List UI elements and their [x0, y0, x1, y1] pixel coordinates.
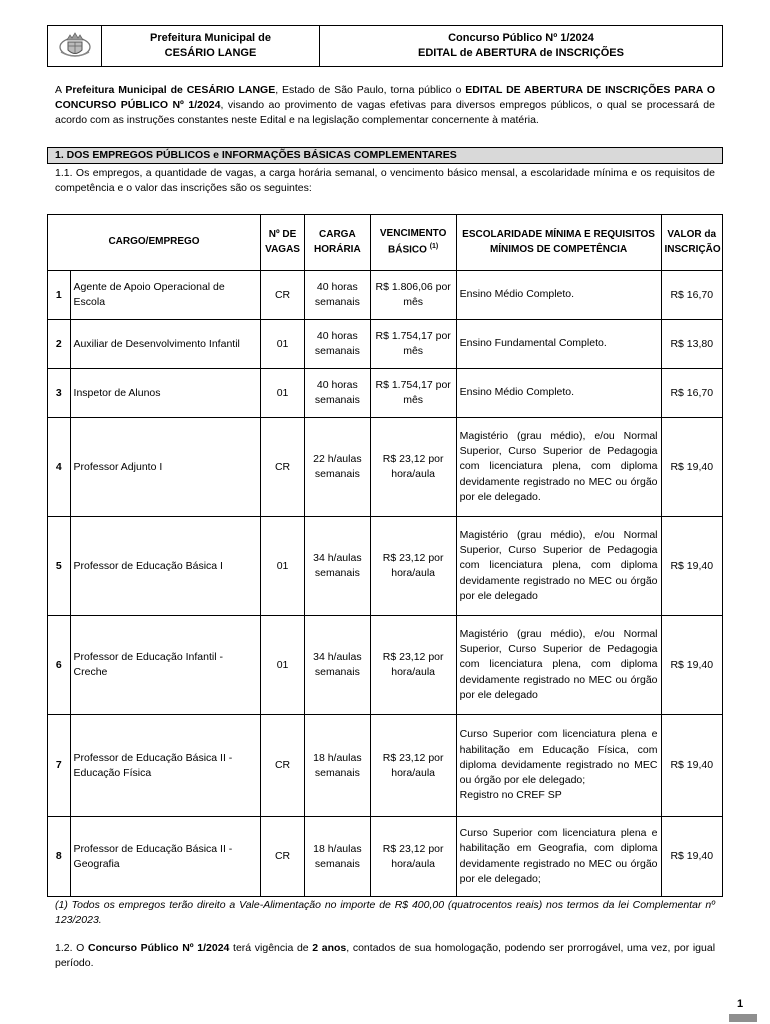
header-vagas: Nº DE VAGAS	[261, 215, 305, 271]
row-vagas: CR	[261, 715, 305, 817]
table-row	[48, 369, 723, 418]
intro-text-2: , Estado de São Paulo, torna público o	[275, 84, 466, 96]
paragraph-1-2	[55, 941, 715, 971]
row-escolaridade	[456, 715, 661, 817]
row-escolaridade: Curso Superior com licenciatura plena e habilitação em Geografia, com diploma devidamente registrado no MEC ou órgão por ele delegado;	[456, 817, 661, 897]
row-vagas: 01	[261, 517, 305, 616]
row-valor: R$ 19,40	[661, 817, 723, 897]
row-vencimento: R$ 1.754,17 por mês	[370, 369, 456, 418]
intro-bold-2: EDITAL DE ABERTURA DE INSCRIÇÕES PARA O CONCURSO PÚBLICO Nº 1/2024	[55, 84, 715, 111]
row-vencimento: R$ 23,12 por hora/aula	[370, 517, 456, 616]
contest-title	[320, 26, 722, 66]
p12-text-2: terá vigência de	[229, 942, 313, 954]
p12-bold-1: Concurso Público Nº 1/2024	[87, 942, 230, 954]
logo-cell	[48, 26, 102, 66]
row-number: 1	[48, 271, 71, 320]
row-cargo: Agente de Apoio Operacional de Escola	[70, 271, 261, 320]
p12-text-3: , contados de sua homologação, podendo ser prorrogável, uma vez, por igual período.	[55, 942, 716, 969]
row-number: 2	[48, 320, 71, 369]
row-cargo: Inspetor de Alunos	[70, 369, 261, 418]
row-valor: R$ 16,70	[661, 369, 723, 418]
row-escolaridade: Ensino Fundamental Completo.	[456, 320, 661, 369]
row-carga: 18 h/aulas semanais	[305, 817, 371, 897]
table-row	[48, 271, 723, 320]
row-escolaridade: Magistério (grau médio), e/ou Normal Superior, Curso Superior de Pedagogia com licenciatura plena, com diploma devidamente registrado no MEC ou órgão por ele delegado	[456, 517, 661, 616]
row-vagas: 01	[261, 320, 305, 369]
municipal-coat-of-arms-icon	[58, 31, 92, 61]
intro-paragraph	[55, 83, 715, 128]
row-cargo: Professor de Educação Infantil - Creche	[70, 616, 261, 715]
row-vencimento: R$ 23,12 por hora/aula	[370, 616, 456, 715]
row-cargo: Professor de Educação Básica II - Educação Física	[70, 715, 261, 817]
row-vencimento: R$ 23,12 por hora/aula	[370, 418, 456, 517]
header-carga: CARGA HORÁRIA	[305, 215, 371, 271]
row-vagas: CR	[261, 418, 305, 517]
row-carga: 34 h/aulas semanais	[305, 517, 371, 616]
table-row	[48, 715, 723, 817]
municipality-line-1: Prefeitura Municipal de	[149, 31, 272, 44]
row-number: 6	[48, 616, 71, 715]
table-footnote: (1) Todos os empregos terão direito a Vale-Alimentação no importe de R$ 400,00 (quatrocentos reais) nos termos da lei Complementar nº 123/2023.	[55, 899, 715, 926]
jobs-table	[47, 214, 723, 897]
row-vencimento: R$ 23,12 por hora/aula	[370, 817, 456, 897]
row-cargo: Auxiliar de Desenvolvimento Infantil	[70, 320, 261, 369]
row-escolaridade-extra: Registro no CREF SP	[459, 789, 562, 802]
row-vencimento: R$ 1.754,17 por mês	[370, 320, 456, 369]
row-escolaridade: Magistério (grau médio), e/ou Normal Superior, Curso Superior de Pedagogia com licenciatura plena, com diploma devidamente registrado no MEC ou órgão por ele delegado.	[456, 418, 661, 517]
table-row	[48, 320, 723, 369]
row-number: 3	[48, 369, 71, 418]
row-number: 8	[48, 817, 71, 897]
table-row	[48, 418, 723, 517]
contest-line-1: Concurso Público Nº 1/2024	[448, 31, 594, 44]
row-escolaridade: Ensino Médio Completo.	[456, 369, 661, 418]
row-cargo: Professor de Educação Básica II - Geografia	[70, 817, 261, 897]
row-cargo: Professor de Educação Básica I	[70, 517, 261, 616]
row-number: 7	[48, 715, 71, 817]
section-1-title: 1. DOS EMPREGOS PÚBLICOS e INFORMAÇÕES BÁSICAS COMPLEMENTARES	[47, 147, 723, 164]
header-cargo: CARGO/EMPREGO	[48, 215, 261, 271]
table-row	[48, 616, 723, 715]
row-valor: R$ 19,40	[661, 715, 723, 817]
page-footer-bar	[729, 1014, 757, 1022]
intro-text-3: , visando ao provimento de vagas efetivas para diversos empregos públicos, o qual se processará de acordo com as instruções constantes neste Edital e na legislação complementar concernente à matéria.	[55, 98, 715, 126]
row-carga: 40 horas semanais	[305, 320, 371, 369]
p12-text-1: 1.2. O	[55, 942, 88, 954]
row-valor: R$ 16,70	[661, 271, 723, 320]
paragraph-1-1: 1.1. Os empregos, a quantidade de vagas, a carga horária semanal, o vencimento básico mensal, a escolaridade mínima e os requisitos de competência e o valor das inscrições são os seguintes:	[55, 167, 715, 194]
row-number: 4	[48, 418, 71, 517]
row-vagas: 01	[261, 616, 305, 715]
p12-bold-2: 2 anos	[312, 942, 347, 954]
row-number: 5	[48, 517, 71, 616]
row-carga: 22 h/aulas semanais	[305, 418, 371, 517]
header-escolaridade: ESCOLARIDADE MÍNIMA E REQUISITOS MÍNIMOS DE COMPETÊNCIA	[456, 215, 661, 271]
header-vencimento-footnote-mark: (1)	[429, 242, 439, 250]
row-vencimento: R$ 1.806,06 por mês	[370, 271, 456, 320]
row-carga: 40 horas semanais	[305, 369, 371, 418]
row-valor: R$ 13,80	[661, 320, 723, 369]
table-row	[48, 817, 723, 897]
row-escolaridade: Magistério (grau médio), e/ou Normal Superior, Curso Superior de Pedagogia com licenciatura plena, com diploma devidamente registrado no MEC ou órgão por ele delegado	[456, 616, 661, 715]
row-vagas: 01	[261, 369, 305, 418]
row-valor: R$ 19,40	[661, 517, 723, 616]
intro-text-1: A	[55, 84, 66, 96]
header-vencimento	[370, 215, 456, 271]
row-escolaridade-text: Curso Superior com licenciatura plena e habilitação em Educação Física, com diploma devidamente registrado no MEC ou órgão por ele delegado;	[459, 728, 658, 787]
row-vencimento: R$ 23,12 por hora/aula	[370, 715, 456, 817]
row-valor: R$ 19,40	[661, 616, 723, 715]
row-escolaridade: Ensino Médio Completo.	[456, 271, 661, 320]
header-valor: VALOR da INSCRIÇÃO	[661, 215, 723, 271]
row-valor: R$ 19,40	[661, 418, 723, 517]
municipality-title	[102, 26, 320, 66]
municipality-line-2: CESÁRIO LANGE	[164, 47, 257, 59]
row-carga: 18 h/aulas semanais	[305, 715, 371, 817]
document-header	[47, 25, 723, 67]
header-vencimento-label: VENCIMENTO BÁSICO	[379, 228, 447, 256]
row-carga: 34 h/aulas semanais	[305, 616, 371, 715]
row-cargo: Professor Adjunto I	[70, 418, 261, 517]
row-vagas: CR	[261, 817, 305, 897]
row-vagas: CR	[261, 271, 305, 320]
intro-bold-1: Prefeitura Municipal de CESÁRIO LANGE	[65, 84, 276, 96]
row-carga: 40 horas semanais	[305, 271, 371, 320]
contest-line-2: EDITAL de ABERTURA de INSCRIÇÕES	[418, 47, 624, 59]
table-header-row	[48, 215, 723, 271]
page-number: 1	[737, 998, 744, 1010]
table-row	[48, 517, 723, 616]
